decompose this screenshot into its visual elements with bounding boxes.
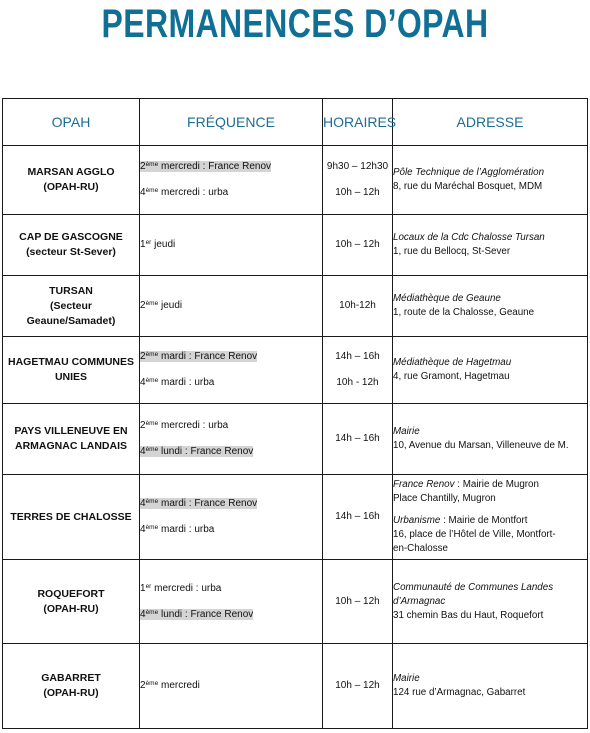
horaire-text: 10h – 12h: [335, 187, 380, 198]
frequence-line: [140, 445, 322, 459]
adresse-block: [393, 595, 587, 623]
horaires-cell: [323, 146, 393, 215]
frequence-cell: [140, 276, 323, 337]
horaire-text: 10h – 12h: [335, 595, 380, 607]
frequence-label: mercredi : urba: [151, 582, 222, 594]
adresse-street: 16, place de l’Hôtel de Ville, Montfort-: [393, 529, 556, 540]
frequence-line: [140, 419, 322, 433]
adresse-place: [393, 581, 587, 595]
adresse-place-detail: : Mairie de Mugron: [454, 479, 539, 490]
adresse-place-name: Pôle Technique de l’Agglomération: [393, 167, 545, 178]
frequence-text: [140, 187, 228, 198]
ordinal-suffix: er: [145, 582, 152, 590]
ordinal-number: 4: [140, 524, 146, 535]
frequence-cell: [140, 560, 323, 644]
frequence-line: [140, 299, 322, 313]
ordinal-number: 2: [140, 420, 146, 431]
horaire-text: 14h – 16h: [335, 511, 380, 522]
horaire-text: 10h – 12h: [335, 239, 380, 250]
ordinal-suffix: ème: [145, 446, 159, 453]
horaire-text: 10h-12h: [339, 300, 376, 311]
adresse-street: 8, rue du Maréchal Bosquet, MDM: [393, 181, 543, 192]
frequence-cell: [140, 337, 323, 404]
highlighted-frequence: [140, 351, 257, 362]
adresse-place-name: Médiathèque de Hagetmau: [393, 357, 512, 368]
horaires-cell: [323, 644, 393, 729]
frequence-text: [140, 420, 228, 431]
ordinal-suffix: ème: [145, 680, 159, 687]
opah-cell: [3, 146, 140, 215]
permanences-table: [2, 98, 588, 729]
ordinal-number: 4: [140, 608, 146, 620]
adresse-street: 124 rue d’Armagnac, Gabarret: [393, 687, 526, 698]
adresse-place-name: Mairie: [393, 426, 420, 437]
adresse-block: [393, 581, 587, 595]
frequence-line: [140, 160, 322, 174]
ordinal-number: 2: [140, 161, 146, 172]
adresse-street: Place Chantilly, Mugron: [393, 493, 496, 504]
adresse-street: 1, rue du Bellocq, St-Sever: [393, 246, 511, 257]
frequence-text: [140, 377, 214, 388]
adresse-block: [393, 231, 587, 259]
opah-name-line: CAP DE GASCOGNE: [19, 231, 123, 243]
horaire-text: 10h - 12h: [336, 377, 379, 388]
adresse-block: [393, 425, 587, 453]
adresse-place-name: d’Armagnac: [393, 595, 446, 607]
frequence-line: [140, 679, 322, 693]
table-row: [3, 215, 588, 276]
ordinal-number: 1: [140, 239, 146, 250]
horaires-cell: [323, 404, 393, 475]
opah-name-line: (OPAH-RU): [43, 687, 99, 699]
horaires-cell: [323, 276, 393, 337]
opah-name-line: Geaune/Samadet): [26, 314, 116, 327]
adresse-street: 31 chemin Bas du Haut, Roquefort: [393, 609, 544, 621]
frequence-text: [140, 583, 221, 594]
opah-cell: [3, 475, 140, 560]
header-horaires: HORAIRES: [323, 99, 393, 146]
adresse-street: 4, rue Gramont, Hagetmau: [393, 371, 510, 382]
ordinal-number: 4: [140, 187, 146, 198]
highlighted-frequence: [140, 161, 271, 172]
page-title: PERMANENCES D’OPAH: [101, 2, 489, 46]
frequence-label: mardi : urba: [158, 377, 215, 388]
header-frequence: FRÉQUENCE: [140, 99, 323, 146]
table-row: [3, 475, 588, 560]
table-row: [3, 146, 588, 215]
frequence-line: [140, 238, 322, 252]
opah-name-line: (secteur St-Sever): [26, 246, 116, 258]
adresse-cell: [393, 146, 588, 215]
table-row: [3, 644, 588, 729]
ordinal-number: 2: [140, 300, 146, 311]
adresse-street: 10, Avenue du Marsan, Villeneuve de M.: [393, 440, 569, 451]
header-row: [3, 99, 588, 146]
adresse-place-detail: : Mairie de Montfort: [440, 515, 528, 526]
adresse-place-name: Communauté de Communes Landes: [393, 581, 554, 593]
adresse-place: [393, 425, 587, 439]
frequence-cell: [140, 404, 323, 475]
opah-name-line: (OPAH-RU): [43, 181, 99, 193]
frequence-label: mardi : urba: [158, 524, 215, 535]
frequence-label: mercredi : France Renov: [158, 161, 272, 172]
adresse-place-name: Urbanisme: [393, 515, 441, 526]
opah-name-line: HAGETMAU COMMUNES: [8, 356, 134, 368]
frequence-line: [140, 608, 322, 622]
ordinal-suffix: er: [145, 239, 152, 246]
frequence-line: [140, 350, 322, 364]
ordinal-number: 4: [140, 377, 146, 388]
frequence-label: jeudi: [158, 300, 183, 311]
adresse-cell: [393, 560, 588, 644]
highlighted-frequence: [140, 609, 253, 620]
opah-name-line: (Secteur: [49, 299, 92, 312]
ordinal-suffix: ème: [145, 161, 159, 168]
frequence-line: [140, 497, 322, 511]
opah-name-line: ARMAGNAC LANDAIS: [15, 440, 127, 452]
opah-name-line: UNIES: [54, 371, 88, 383]
frequence-label: mercredi : urba: [158, 420, 229, 431]
frequence-label: lundi : France Renov: [158, 446, 254, 457]
adresse-cell: [393, 404, 588, 475]
highlighted-frequence: [140, 446, 253, 457]
ordinal-number: 2: [140, 351, 146, 362]
horaires-cell: [323, 475, 393, 560]
ordinal-suffix: ème: [145, 187, 159, 194]
frequence-label: mardi : France Renov: [158, 498, 258, 509]
frequence-text: [140, 680, 200, 691]
horaires-cell: [323, 337, 393, 404]
adresse-place-name: Médiathèque de Geaune: [393, 293, 501, 304]
opah-cell: [3, 215, 140, 276]
opah-name-line: TURSAN: [49, 284, 93, 297]
frequence-label: mercredi : urba: [158, 187, 229, 198]
frequence-line: [140, 186, 322, 200]
adresse-place: [393, 292, 587, 306]
adresse-cell: [393, 215, 588, 276]
adresse-block: [393, 514, 587, 556]
adresse-place: [393, 514, 587, 528]
table-row: [3, 276, 588, 337]
adresse-block: [393, 292, 587, 320]
adresse-street: 1, route de la Chalosse, Geaune: [393, 307, 535, 318]
frequence-text: [140, 239, 175, 250]
table-row: [3, 337, 588, 404]
adresse-place: [393, 166, 587, 180]
adresse-place: [393, 356, 587, 370]
ordinal-suffix: ème: [145, 524, 159, 531]
opah-cell: [3, 560, 140, 644]
highlighted-frequence: [140, 498, 257, 509]
adresse-place: [393, 478, 587, 492]
table-row: [3, 404, 588, 475]
frequence-label: mercredi: [158, 680, 200, 691]
frequence-cell: [140, 215, 323, 276]
opah-name-line: PAYS VILLENEUVE EN: [14, 425, 128, 437]
frequence-line: [140, 523, 322, 537]
adresse-place-name: Mairie: [393, 673, 420, 684]
adresse-place-name: France Renov: [393, 479, 455, 490]
frequence-text: [140, 300, 182, 311]
opah-name-line: TERRES DE CHALOSSE: [10, 510, 132, 523]
horaires-cell: [323, 560, 393, 644]
opah-name-line: (OPAH-RU): [43, 602, 99, 615]
adresse-block: [393, 166, 587, 194]
ordinal-suffix: ème: [145, 608, 159, 616]
adresse-place-name: Locaux de la Cdc Chalosse Tursan: [393, 232, 545, 243]
opah-cell: [3, 404, 140, 475]
adresse-place: [393, 231, 587, 245]
frequence-line: [140, 376, 322, 390]
horaire-text: 14h – 16h: [335, 351, 380, 362]
ordinal-suffix: ème: [145, 377, 159, 384]
adresse-cell: [393, 276, 588, 337]
table-body: [3, 146, 588, 729]
ordinal-suffix: ème: [145, 300, 159, 307]
frequence-label: mardi : France Renov: [158, 351, 258, 362]
adresse-street: en-Chalosse: [393, 543, 449, 554]
ordinal-number: 1: [140, 582, 146, 594]
ordinal-suffix: ème: [145, 351, 159, 358]
adresse-cell: [393, 475, 588, 560]
adresse-place: [393, 672, 587, 686]
frequence-line: [140, 582, 322, 596]
adresse-block: [393, 672, 587, 700]
header-opah: OPAH: [3, 99, 140, 146]
adresse-place: [393, 595, 587, 609]
horaire-text: 9h30 – 12h30: [326, 161, 389, 172]
horaire-text: 14h – 16h: [335, 433, 380, 444]
header-adresse: ADRESSE: [393, 99, 588, 146]
horaire-text: 10h – 12h: [335, 680, 380, 691]
frequence-cell: [140, 644, 323, 729]
ordinal-number: 2: [140, 680, 146, 691]
horaires-cell: [323, 215, 393, 276]
ordinal-number: 4: [140, 498, 146, 509]
frequence-label: lundi : France Renov: [158, 608, 254, 620]
frequence-cell: [140, 475, 323, 560]
table-row: [3, 560, 588, 644]
adresse-block: [393, 478, 587, 506]
frequence-text: [140, 524, 214, 535]
opah-name-line: ROQUEFORT: [37, 587, 105, 600]
ordinal-number: 4: [140, 446, 146, 457]
opah-name-line: MARSAN AGGLO: [27, 166, 115, 178]
opah-name-line: GABARRET: [41, 672, 101, 684]
frequence-label: jeudi: [151, 239, 176, 250]
ordinal-suffix: ème: [145, 498, 159, 505]
opah-cell: [3, 276, 140, 337]
ordinal-suffix: ème: [145, 420, 159, 427]
adresse-cell: [393, 644, 588, 729]
adresse-block: [393, 356, 587, 384]
opah-cell: [3, 644, 140, 729]
frequence-cell: [140, 146, 323, 215]
adresse-cell: [393, 337, 588, 404]
opah-cell: [3, 337, 140, 404]
